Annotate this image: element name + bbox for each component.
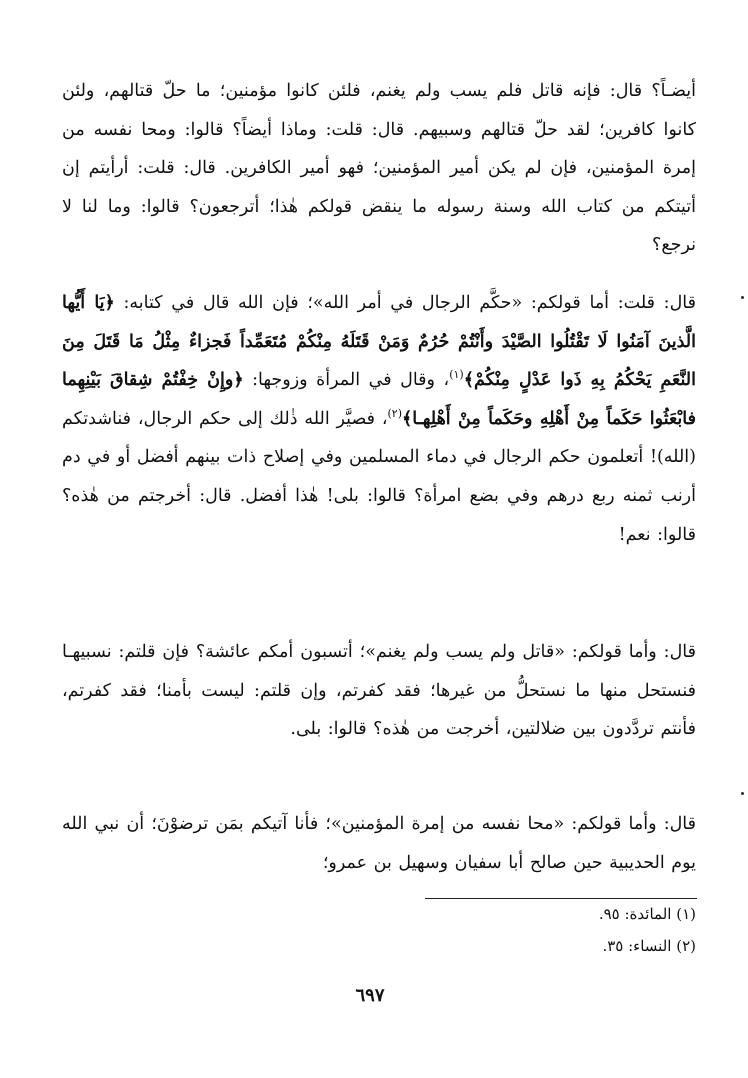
paragraph-2-intro: قال: قلت: أما قولكم: «حكَّم الرجال في أمر الله»؛ فإن الله قال في كتابه: (123, 293, 696, 313)
paragraph-1-text: أيضـاً؟ قال: فإنه قاتل فلم يسب ولم يغنم، فلئن كانوا مؤمنين؛ ما حلّ قتالهم، ولئن كانوا كافرين؛ لقد حلّ قتالهم وسبيهم. قال: قلت: وماذا أيضاً؟ قالوا: ومحا نفسه من إمرة المؤمنين، فإن لم يكن أمير المؤمنين؛ فهو أمير الكافرين. قال: قلت: أرأيتم إن أتيتكم من كتاب الله وسنة رسوله ما ينقض قولكم هٰذا؛ أترجعون؟ قالوا: وما لنا لا نرجع؟ (62, 81, 696, 256)
footnote-ref-2: (٢) (387, 406, 402, 420)
page-number: ٦٩٧ (355, 985, 385, 1006)
paragraph-3-text: قال: وأما قولكم: «قاتل ولم يسب ولم يغنم»؛ أتسبون أمكم عائشة؟ فإن قلتم: نسبيهـا فنستحل منها ما نستحلُّ من غيرها؛ فقد كفرتم، وإن قلتم: ليست بأمنا؛ فقد كفرتم، فأنتم تردَّدون بين ضلالتين، أخرجت من هٰذه؟ قالوا: بلى. (62, 642, 696, 740)
quran-verse-nisa: ﴿وإِنْ خِفْتُمْ شِقاقَ بَيْنِهِما فابْعَثُوا حَكَماً مِنْ أَهْلِهِ وحَكَماً مِنْ أَهْلِهـا﴾ (62, 370, 696, 429)
footnote-divider (425, 898, 697, 899)
footnote-1: (١) المائدة: ٩٥. (598, 905, 696, 923)
footnote-2: (٢) النساء: ٣٥. (602, 937, 696, 955)
paragraph-4 (62, 805, 696, 882)
paragraph-2-text (62, 284, 696, 554)
paragraph-1 (62, 72, 696, 265)
paragraph-2-mid: ، وقال في المرأة وزوجها: (252, 370, 450, 391)
margin-mark (741, 296, 744, 299)
quran-verse-maidah: ﴿يَا أَيُّها الَّذينَ آمَنُوا لَا تَقْتُلُوا الصَّيْدَ وأَنْتُمْ حُرُمٌ وَمَنْ قَتَلَهُ مِنْكُمْ مُتَعَمِّداً فَجزاءٌ مِثْلُ مَا قَتَلَ مِنَ النَّعَمِ يَحْكُمُ بِهِ ذَوا عَدْلٍ مِنْكُمْ﴾ (62, 293, 696, 391)
paragraph-4-text: قال: وأما قولكم: «محا نفسه من إمرة المؤمنين»؛ فأنا آتيكم بمَن ترضوْنَ؛ أن نبي الله يوم الحديبية حين صالح أبا سفيان وسهيل بن عمرو؛ (62, 814, 696, 873)
margin-mark (741, 792, 744, 795)
paragraph-2 (62, 284, 696, 554)
paragraph-3 (62, 633, 696, 749)
paragraph-2-rest: ، فصيَّر الله ذٰلك إلى حكم الرجال، فناشدتكم (الله)! أتعلمون حكم الرجال في دماء المسلمين وفي إصلاح ذات بينهم أفضل أو في دم أرنب ثمنه ربع درهم وفي بضع امرأة؟ قالوا: بلى! هٰذا أفضل. قال: أخرجتم من هٰذه؟ قالوا: نعم! (62, 408, 696, 545)
footnote-ref-1: (١) (449, 368, 464, 382)
